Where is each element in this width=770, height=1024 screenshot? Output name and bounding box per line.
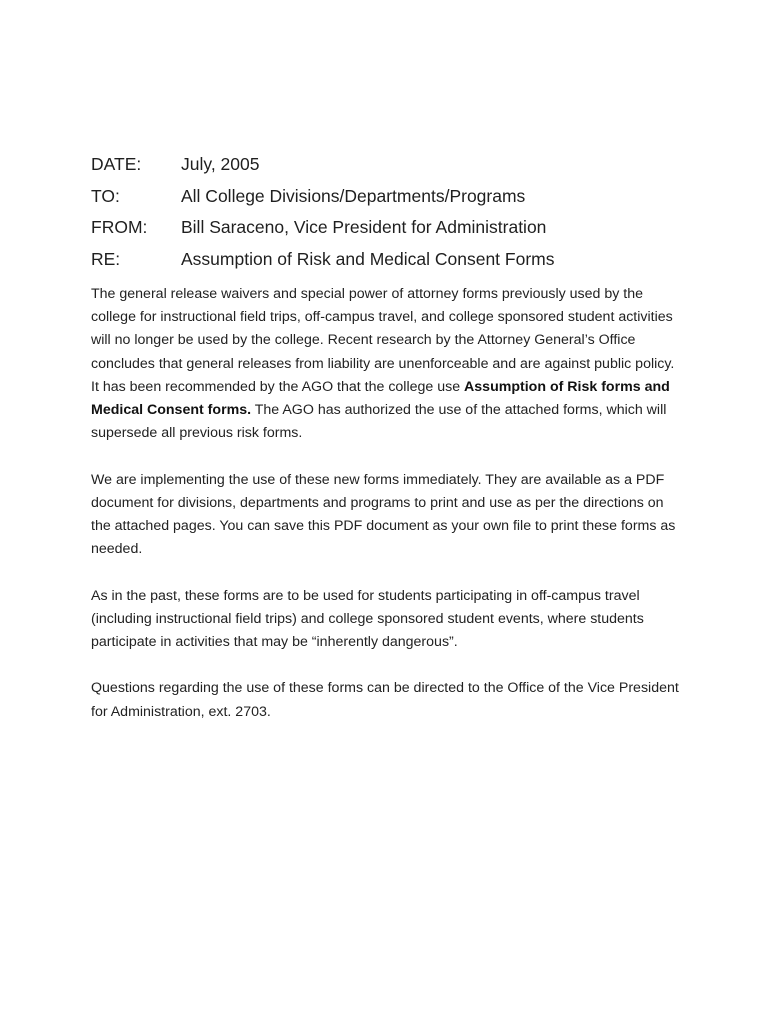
paragraph-usage: As in the past, these forms are to be used for students participating in off-campus travel (including instructional field trips) and college sponsored student events, where students participate in activities that may be “inherently dangerous”. bbox=[91, 587, 644, 651]
date-label: DATE: bbox=[91, 154, 142, 174]
paragraph1-text-before: The general release waivers and special power of attorney forms previously used by the college for instructional field trips, off-campus travel, and college sponsored student activities will no longer be used by the college. Recent research by the Attorney General’s Office concludes that general releases from liability are unenforceable and are against public policy. It has been recommended by the AGO that the college use bbox=[91, 286, 675, 395]
memo-from-row bbox=[91, 215, 691, 247]
to-label: TO: bbox=[91, 185, 120, 206]
memo-re-row bbox=[91, 247, 691, 279]
memo-date-row bbox=[91, 152, 691, 184]
paragraph1-text-after: The AGO has authorized the use of the attached forms, which will supersede all previous risk forms. bbox=[91, 402, 667, 442]
from-value: Bill Saraceno, Vice President for Administration bbox=[181, 217, 547, 237]
paragraph-questions: Questions regarding the use of these forms can be directed to the Office of the Vice President for Administration, ext. 2703. bbox=[91, 680, 679, 720]
memo-body bbox=[91, 283, 681, 747]
memo-header bbox=[91, 152, 691, 278]
re-value: Assumption of Risk and Medical Consent Forms bbox=[181, 248, 555, 269]
paragraph1-bold-forms: Assumption of Risk forms and Medical Consent forms. bbox=[91, 378, 670, 419]
paragraph-implementation: We are implementing the use of these new forms immediately. They are available as a PDF document for divisions, departments and programs to print and use as per the directions on the attached pages. You can save this PDF document as your own file to print these forms as needed. bbox=[91, 471, 676, 558]
to-value: All College Divisions/Departments/Programs bbox=[181, 185, 526, 206]
re-label: RE: bbox=[91, 248, 121, 269]
from-label: FROM: bbox=[91, 217, 148, 237]
memo-to-row bbox=[91, 184, 691, 216]
paragraph-release-waivers bbox=[91, 283, 681, 445]
date-value: July, 2005 bbox=[181, 154, 260, 174]
